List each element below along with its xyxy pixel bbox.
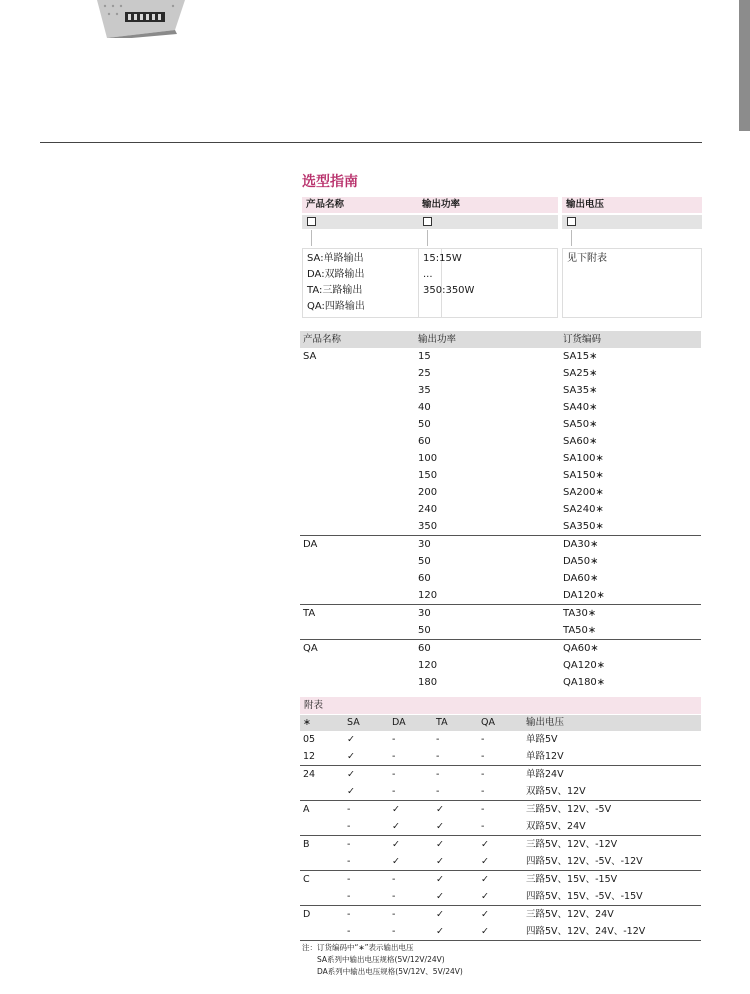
guide-column-body: 15:15W ... 350:350W bbox=[418, 248, 558, 318]
table-header: 产品名称 输出功率 订货编码 bbox=[300, 331, 701, 348]
table-row: 200 SA200∗ bbox=[418, 487, 604, 498]
table-row: DA 30 DA30∗ bbox=[300, 535, 701, 553]
guide-column-body: SA:单路输出 DA:双路输出 TA:三路输出 QA:四路输出 bbox=[302, 248, 442, 318]
footnote: DA系列中输出电压规格(5V/12V、5V/24V) bbox=[317, 967, 463, 976]
table-row: QA 60 QA60∗ bbox=[300, 639, 701, 657]
table-row: 120 QA120∗ bbox=[418, 660, 606, 671]
table-row: 50 TA50∗ bbox=[418, 625, 597, 636]
guide-column-head: 输出功率 bbox=[418, 197, 558, 213]
guide-column-voltage bbox=[562, 197, 702, 264]
table-row: TA 30 TA30∗ bbox=[300, 604, 701, 622]
footnotes bbox=[302, 942, 463, 978]
table-row: 60 DA60∗ bbox=[418, 573, 599, 584]
table-row: 05 ✓ - - - 单路5V bbox=[303, 734, 558, 745]
table-header: ∗ SA DA TA QA 输出电压 bbox=[300, 715, 701, 731]
order-code-table bbox=[300, 331, 701, 691]
guide-column-head: 产品名称 bbox=[302, 197, 442, 213]
table-row: 180 QA180∗ bbox=[418, 677, 606, 688]
table-row: 24 ✓ - - - 单路24V bbox=[300, 765, 701, 783]
table-row: 50 DA50∗ bbox=[418, 556, 599, 567]
appendix-title: 附表 bbox=[300, 697, 701, 714]
table-row: 120 DA120∗ bbox=[418, 590, 605, 601]
power-supply-image bbox=[95, 0, 187, 38]
table-row: ✓ - - - 双路5V、12V bbox=[347, 786, 586, 797]
table-row: 60 SA60∗ bbox=[418, 436, 598, 447]
section-divider bbox=[40, 142, 702, 143]
checkbox-square-icon bbox=[567, 217, 576, 226]
table-row: 50 SA50∗ bbox=[418, 419, 598, 430]
table-row: SA 15 SA15∗ bbox=[303, 351, 598, 362]
table-row: C - - ✓ ✓ 三路5V、15V、-15V bbox=[300, 870, 701, 888]
guide-column-power bbox=[418, 197, 558, 296]
table-row: - ✓ ✓ ✓ 四路5V、12V、-5V、-12V bbox=[347, 856, 643, 867]
table-row: B - ✓ ✓ ✓ 三路5V、12V、-12V bbox=[300, 835, 701, 853]
table-row: 25 SA25∗ bbox=[418, 368, 598, 379]
appendix-table bbox=[300, 697, 701, 941]
checkbox-square-icon bbox=[423, 217, 432, 226]
table-row: - - ✓ ✓ 四路5V、15V、-5V、-15V bbox=[347, 891, 643, 902]
table-row: 150 SA150∗ bbox=[418, 470, 604, 481]
guide-column-head: 输出电压 bbox=[562, 197, 702, 213]
table-row: - ✓ ✓ - 双路5V、24V bbox=[347, 821, 586, 832]
table-row: A - ✓ ✓ - 三路5V、12V、-5V bbox=[300, 800, 701, 818]
table-row: 35 SA35∗ bbox=[418, 385, 598, 396]
table-row: 240 SA240∗ bbox=[418, 504, 604, 515]
guide-column-body: 见下附表 bbox=[562, 248, 702, 318]
table-row: 40 SA40∗ bbox=[418, 402, 598, 413]
table-row: - - ✓ ✓ 四路5V、12V、24V、-12V bbox=[347, 926, 646, 937]
checkbox-square-icon bbox=[307, 217, 316, 226]
scrollbar-thumb[interactable] bbox=[739, 0, 750, 131]
table-row: D - - ✓ ✓ 三路5V、12V、24V bbox=[300, 905, 701, 923]
footnote: 注：订货编码中“∗”表示输出电压 bbox=[302, 943, 414, 952]
table-row: 100 SA100∗ bbox=[418, 453, 604, 464]
footnote: SA系列中输出电压规格(5V/12V/24V) bbox=[317, 955, 445, 964]
selection-guide-title: 选型指南 bbox=[302, 174, 358, 190]
table-row: 350 SA350∗ bbox=[418, 521, 604, 532]
table-row: 12 ✓ - - - 单路12V bbox=[303, 751, 564, 762]
